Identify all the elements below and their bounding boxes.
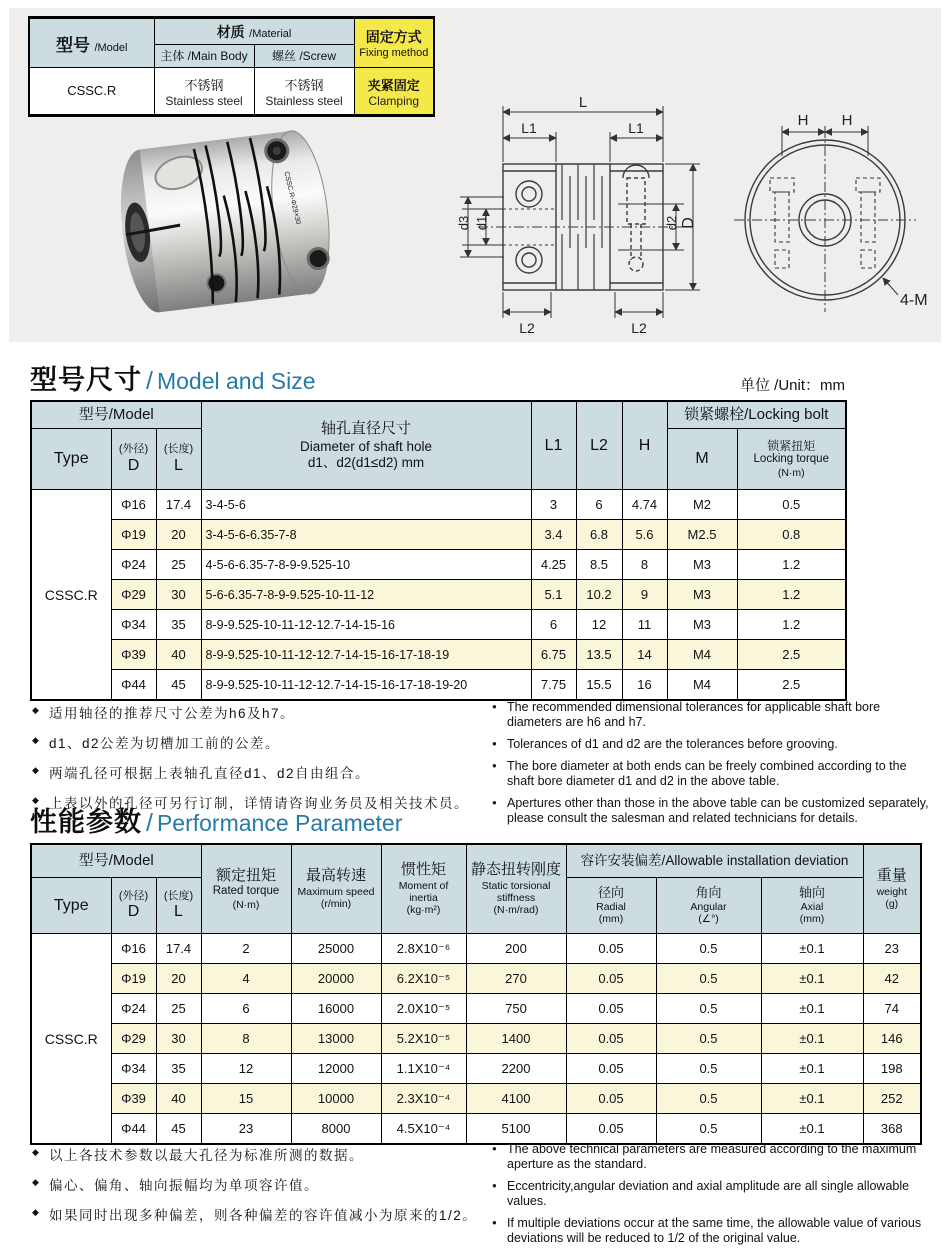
note-item: ◆ 如果同时出现多种偏差，则各种偏差的容许值减小为原来的1/2。 <box>32 1204 487 1224</box>
cell-stiffness: 200 <box>466 934 566 964</box>
cell-l: 30 <box>156 580 201 610</box>
screw-bottom-left <box>516 247 542 273</box>
cell-d: Φ44 <box>111 1114 156 1145</box>
fixing-header-cell <box>354 18 434 68</box>
cell-d: Φ19 <box>111 520 156 550</box>
table-row <box>31 1024 921 1054</box>
cell-speed: 13000 <box>291 1024 381 1054</box>
type-header: Type <box>31 429 111 490</box>
dim-label-L2-right: L2 <box>631 320 647 336</box>
model-header: 型号/Model <box>31 844 201 878</box>
screw-header: 螺丝 /Screw <box>254 45 354 68</box>
cell-axial: ±0.1 <box>761 934 863 964</box>
table-row <box>31 994 921 1024</box>
dim-label-L1-left: L1 <box>521 120 537 136</box>
cell-m: M3 <box>667 550 737 580</box>
cell-h: 4.74 <box>622 490 667 520</box>
model-type-cell: CSSC.R <box>31 934 111 1145</box>
cell-l: 45 <box>156 1114 201 1145</box>
model-value: CSSC.R <box>29 68 154 116</box>
cell-angular: 0.5 <box>656 994 761 1024</box>
cell-radial: 0.05 <box>566 934 656 964</box>
table-row <box>31 520 846 550</box>
axial-header: 轴向 Axial (mm) <box>761 878 863 934</box>
cell-torque: 15 <box>201 1084 291 1114</box>
cell-d: Φ24 <box>111 994 156 1024</box>
cell-torque: 1.2 <box>737 610 846 640</box>
l1-header: L1 <box>531 401 576 490</box>
cell-torque: 1.2 <box>737 580 846 610</box>
cell-stiffness: 750 <box>466 994 566 1024</box>
cell-weight: 146 <box>863 1024 921 1054</box>
locking-torque-header: 锁紧扭矩 Locking torque (N·m) <box>737 429 846 490</box>
dimension-lines <box>460 106 700 318</box>
cell-axial: ±0.1 <box>761 964 863 994</box>
screw-top-left <box>516 181 542 207</box>
size-title-en: Model and Size <box>156 368 316 394</box>
d-header: (外径) D <box>111 878 156 934</box>
note-item: ● The above technical parameters are measured according to the maximum aperture as the standard. <box>492 1142 940 1172</box>
cell-radial: 0.05 <box>566 1114 656 1145</box>
dim-label-H-left: H <box>797 112 809 129</box>
table-row <box>31 670 846 701</box>
cell-weight: 198 <box>863 1054 921 1084</box>
cell-l: 40 <box>156 640 201 670</box>
table-row <box>31 1114 921 1145</box>
cell-l: 40 <box>156 1084 201 1114</box>
dim-label-d1: d1 <box>474 215 489 231</box>
perf-notes-cn <box>32 1144 487 1234</box>
cell-bores: 3-4-5-6 <box>201 490 531 520</box>
cell-radial: 0.05 <box>566 1024 656 1054</box>
front-view-drawing <box>448 92 718 342</box>
dim-label-L1-right: L1 <box>628 120 644 136</box>
cell-l: 17.4 <box>156 934 201 964</box>
cell-angular: 0.5 <box>656 934 761 964</box>
perf-title-cn: 性能参数 <box>30 807 142 837</box>
inertia-header: 惯性矩 Moment of inertia (kg·m²) <box>381 844 466 934</box>
bore-header: 轴孔直径尺寸 Diameter of shaft hole d1、d2(d1≤d2) mm <box>201 401 531 490</box>
cell-bores: 5-6-6.35-7-8-9-9.525-10-11-12 <box>201 580 531 610</box>
cell-m: M2.5 <box>667 520 737 550</box>
dim-label-H-right: H <box>841 112 853 129</box>
cell-l1: 6 <box>531 610 576 640</box>
cell-torque: 0.8 <box>737 520 846 550</box>
cell-torque: 6 <box>201 994 291 1024</box>
dim-label-L2-left: L2 <box>519 320 535 336</box>
note-item: ● Eccentricity,angular deviation and axial amplitude are all single allowable values. <box>492 1179 940 1209</box>
cell-l: 20 <box>156 520 201 550</box>
note-item: ● Tolerances of d1 and d2 are the tolerances before grooving. <box>492 737 937 752</box>
cell-m: M3 <box>667 610 737 640</box>
m-header: M <box>667 429 737 490</box>
cell-torque: 4 <box>201 964 291 994</box>
size-title-cn: 型号尺寸 <box>30 365 142 395</box>
material-spec-table <box>28 16 435 117</box>
screw-hole-bottom <box>206 273 226 293</box>
cell-l1: 6.75 <box>531 640 576 670</box>
cell-d: Φ29 <box>111 1024 156 1054</box>
note-item: ◆ 两端孔径可根据上表轴孔直径d1、d2自由组合。 <box>32 762 482 782</box>
cell-speed: 10000 <box>291 1084 381 1114</box>
cell-speed: 16000 <box>291 994 381 1024</box>
cell-angular: 0.5 <box>656 1054 761 1084</box>
cell-torque: 1.2 <box>737 550 846 580</box>
cell-bores: 8-9-9.525-10-11-12-12.7-14-15-16-17-18-19-20 <box>201 670 531 701</box>
engraving-text: CSSC.R-Φ29×30 <box>282 170 302 226</box>
unit-label: 单位 /Unit：mm <box>739 377 845 394</box>
radial-header: 径向 Radial (mm) <box>566 878 656 934</box>
table-row <box>31 640 846 670</box>
model-header-cn: 型号 <box>56 35 90 55</box>
fixing-header-en: Fixing method <box>359 47 429 59</box>
cell-axial: ±0.1 <box>761 1024 863 1054</box>
cell-speed: 12000 <box>291 1054 381 1084</box>
cell-stiffness: 5100 <box>466 1114 566 1145</box>
cell-l1: 4.25 <box>531 550 576 580</box>
bolt-label-4M: 4-M <box>900 292 928 309</box>
cell-l: 35 <box>156 610 201 640</box>
cell-l2: 10.2 <box>576 580 622 610</box>
fixing-value: 夹紧固定 Clamping <box>354 68 434 116</box>
table-row <box>31 550 846 580</box>
note-item: ◆ 以上各技术参数以最大孔径为标准所测的数据。 <box>32 1144 487 1164</box>
main-body-header: 主体 /Main Body <box>154 45 254 68</box>
cell-l2: 15.5 <box>576 670 622 701</box>
model-header: 型号/Model <box>31 401 201 429</box>
cell-torque: 2.5 <box>737 670 846 701</box>
l-header: (长度) L <box>156 429 201 490</box>
product-photo <box>85 106 360 338</box>
dim-label-d3: d3 <box>456 215 471 231</box>
cell-l: 20 <box>156 964 201 994</box>
title-separator: / <box>146 367 153 395</box>
cell-bores: 8-9-9.525-10-11-12-12.7-14-15-16-17-18-19 <box>201 640 531 670</box>
end-view-drawing <box>722 98 937 313</box>
table-row <box>31 1084 921 1114</box>
cell-speed: 20000 <box>291 964 381 994</box>
table-row <box>31 964 921 994</box>
cell-stiffness: 4100 <box>466 1084 566 1114</box>
cell-d: Φ39 <box>111 1084 156 1114</box>
cell-l2: 6 <box>576 490 622 520</box>
cell-l2: 12 <box>576 610 622 640</box>
l2-header: L2 <box>576 401 622 490</box>
weight-header: 重量 weight (g) <box>863 844 921 934</box>
rated-torque-header: 额定扭矩 Rated torque (N·m) <box>201 844 291 934</box>
cell-stiffness: 1400 <box>466 1024 566 1054</box>
cell-radial: 0.05 <box>566 1054 656 1084</box>
table-row <box>31 1054 921 1084</box>
cell-l2: 8.5 <box>576 550 622 580</box>
stiffness-header: 静态扭转刚度 Static torsional stiffness (N·m/rad) <box>466 844 566 934</box>
cell-m: M4 <box>667 640 737 670</box>
perf-section-title <box>30 800 402 839</box>
perf-notes-en <box>492 1142 940 1253</box>
note-item: ◆ d1、d2公差为切槽加工前的公差。 <box>32 732 482 752</box>
note-item: ● If multiple deviations occur at the same time, the allowable value of various deviations will be reduced to 1/2 of the original value. <box>492 1216 940 1246</box>
cell-angular: 0.5 <box>656 1024 761 1054</box>
cell-d: Φ34 <box>111 1054 156 1084</box>
cell-m: M4 <box>667 670 737 701</box>
dim-label-D: D <box>680 217 697 229</box>
size-table <box>30 400 847 701</box>
dim-label-L: L <box>578 94 588 111</box>
max-speed-header: 最高转速 Maximum speed (r/min) <box>291 844 381 934</box>
cell-m: M2 <box>667 490 737 520</box>
cell-m: M3 <box>667 580 737 610</box>
model-type-cell: CSSC.R <box>31 490 111 701</box>
table-row <box>31 934 921 964</box>
note-item: ● The bore diameter at both ends can be freely combined according to the shaft bore diameter d1 and d2 in the above table. <box>492 759 937 789</box>
size-section-title <box>30 358 316 397</box>
cell-axial: ±0.1 <box>761 994 863 1024</box>
l-header: (长度) L <box>156 878 201 934</box>
cell-angular: 0.5 <box>656 1084 761 1114</box>
cell-torque: 2.5 <box>737 640 846 670</box>
cell-h: 11 <box>622 610 667 640</box>
model-header-en: /Model <box>94 41 128 54</box>
cell-inertia: 5.2X10⁻⁵ <box>381 1024 466 1054</box>
cell-speed: 25000 <box>291 934 381 964</box>
cell-l2: 6.8 <box>576 520 622 550</box>
cell-torque: 12 <box>201 1054 291 1084</box>
cell-l: 25 <box>156 550 201 580</box>
cell-angular: 0.5 <box>656 1114 761 1145</box>
cell-weight: 252 <box>863 1084 921 1114</box>
cell-l1: 3.4 <box>531 520 576 550</box>
cell-l1: 5.1 <box>531 580 576 610</box>
cell-l: 35 <box>156 1054 201 1084</box>
locking-bolt-header: 锁紧螺栓/Locking bolt <box>667 401 846 429</box>
size-notes-en <box>492 700 937 833</box>
cell-d: Φ34 <box>111 610 156 640</box>
cell-l2: 13.5 <box>576 640 622 670</box>
cell-l: 45 <box>156 670 201 701</box>
deviation-header: 容许安装偏差/Allowable installation deviation <box>566 844 863 878</box>
cell-radial: 0.05 <box>566 1084 656 1114</box>
cell-h: 14 <box>622 640 667 670</box>
cell-bores: 3-4-5-6-6.35-7-8 <box>201 520 531 550</box>
note-item: ◆ 上表以外的孔径可另行订制，详情请咨询业务员及相关技术员。 <box>32 792 482 812</box>
fixing-header-cn: 固定方式 <box>365 29 422 45</box>
cell-l: 17.4 <box>156 490 201 520</box>
material-header-en: /Material <box>249 27 292 40</box>
cell-l1: 3 <box>531 490 576 520</box>
material-header-cn: 材质 <box>216 23 245 40</box>
type-header: Type <box>31 878 111 934</box>
cell-weight: 23 <box>863 934 921 964</box>
cell-d: Φ19 <box>111 964 156 994</box>
model-header-cell <box>29 18 154 68</box>
note-item: ● Apertures other than those in the above table can be customized separately, please consult the salesman and related technicians for details. <box>492 796 937 826</box>
table-row <box>31 580 846 610</box>
cell-d: Φ39 <box>111 640 156 670</box>
cell-l: 25 <box>156 994 201 1024</box>
cell-speed: 8000 <box>291 1114 381 1145</box>
cell-l1: 7.75 <box>531 670 576 701</box>
note-item: ● The recommended dimensional tolerances for applicable shaft bore diameters are h6 and h7. <box>492 700 937 730</box>
note-item: ◆ 适用轴径的推荐尺寸公差为h6及h7。 <box>32 702 482 722</box>
cell-h: 5.6 <box>622 520 667 550</box>
material-header-cell <box>154 18 354 45</box>
cell-d: Φ16 <box>111 934 156 964</box>
cell-inertia: 2.3X10⁻⁴ <box>381 1084 466 1114</box>
cell-h: 9 <box>622 580 667 610</box>
perf-title-en: Performance Parameter <box>156 810 403 836</box>
clamp-screw-right <box>307 247 329 269</box>
cell-h: 8 <box>622 550 667 580</box>
dim-label-d2: d2 <box>664 215 679 231</box>
cell-bores: 4-5-6-6.35-7-8-9-9.525-10 <box>201 550 531 580</box>
title-separator: / <box>146 809 153 837</box>
cell-angular: 0.5 <box>656 964 761 994</box>
cell-h: 16 <box>622 670 667 701</box>
cell-l: 30 <box>156 1024 201 1054</box>
cell-inertia: 2.0X10⁻⁵ <box>381 994 466 1024</box>
cell-torque: 23 <box>201 1114 291 1145</box>
cell-inertia: 2.8X10⁻⁶ <box>381 934 466 964</box>
h-header: H <box>622 401 667 490</box>
cell-weight: 42 <box>863 964 921 994</box>
screw-value: 不锈钢 Stainless steel <box>254 68 354 116</box>
main-body-value: 不锈钢 Stainless steel <box>154 68 254 116</box>
note-item: ◆ 偏心、偏角、轴向振幅均为单项容许值。 <box>32 1174 487 1194</box>
cell-axial: ±0.1 <box>761 1114 863 1145</box>
cell-radial: 0.05 <box>566 994 656 1024</box>
cell-d: Φ24 <box>111 550 156 580</box>
performance-table <box>30 843 922 1145</box>
cell-inertia: 1.1X10⁻⁴ <box>381 1054 466 1084</box>
cell-weight: 368 <box>863 1114 921 1145</box>
cell-bores: 8-9-9.525-10-11-12-12.7-14-15-16 <box>201 610 531 640</box>
cell-stiffness: 2200 <box>466 1054 566 1084</box>
cell-inertia: 6.2X10⁻⁵ <box>381 964 466 994</box>
angular-header: 角向 Angular (∠°) <box>656 878 761 934</box>
d-header: (外径) D <box>111 429 156 490</box>
cell-d: Φ29 <box>111 580 156 610</box>
cell-torque: 8 <box>201 1024 291 1054</box>
table-row <box>31 610 846 640</box>
cell-torque: 2 <box>201 934 291 964</box>
cell-d: Φ44 <box>111 670 156 701</box>
cell-stiffness: 270 <box>466 964 566 994</box>
cell-weight: 74 <box>863 994 921 1024</box>
cell-torque: 0.5 <box>737 490 846 520</box>
cell-inertia: 4.5X10⁻⁴ <box>381 1114 466 1145</box>
table-row <box>31 490 846 520</box>
cell-d: Φ16 <box>111 490 156 520</box>
cell-axial: ±0.1 <box>761 1054 863 1084</box>
cell-axial: ±0.1 <box>761 1084 863 1114</box>
cell-radial: 0.05 <box>566 964 656 994</box>
